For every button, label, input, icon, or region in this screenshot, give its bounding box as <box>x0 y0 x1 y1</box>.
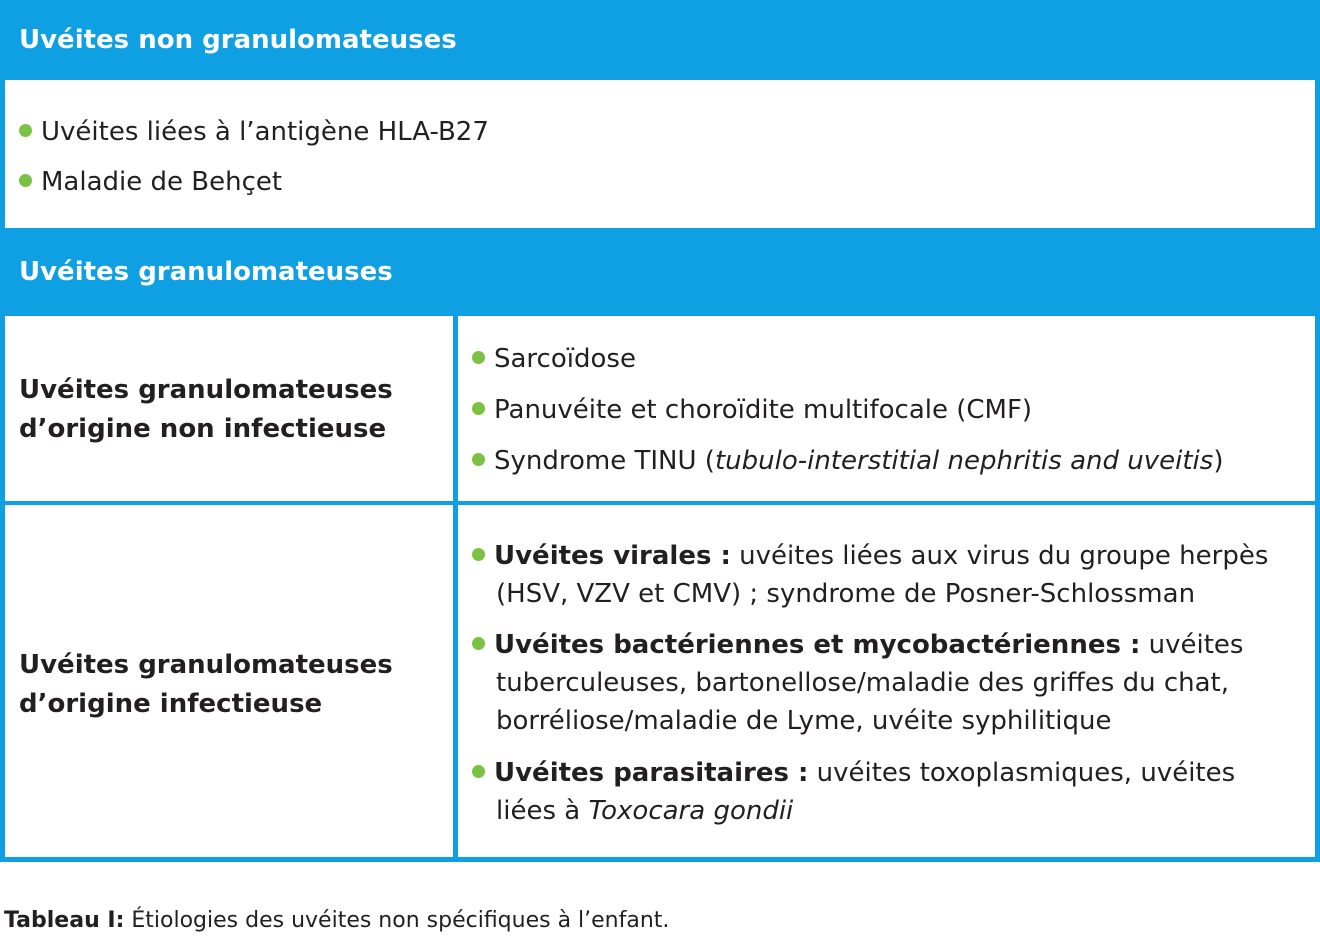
list-item: Sarcoïdose <box>472 340 636 378</box>
row-label: Uvéites granulomateuses d’origine non infectieuse <box>19 375 393 444</box>
row-infectious-label-cell <box>5 505 453 857</box>
list-item: Uvéites virales : uvéites liées aux virus du groupe herpès (HSV, VZV et CMV) ; syndrome de Posner-Schlossman <box>472 537 1268 613</box>
section-body-non-granulomatous <box>5 80 1315 228</box>
list-item: Uvéites bactériennes et mycobactériennes : uvéites tuberculeuses, bartonellose/maladie des griffes du chat, borréliose/maladie de Lyme, uvéite syphilitique <box>472 626 1243 740</box>
row-noninfectious-content-cell <box>458 316 1315 501</box>
table-caption: Tableau I: Étiologies des uvéites non spécifiques à l’enfant. <box>4 908 670 933</box>
list-item: Maladie de Behçet <box>19 163 282 201</box>
list-item: Uvéites liées à l’antigène HLA-B27 <box>19 113 489 151</box>
bullet-icon <box>19 174 32 187</box>
bullet-icon <box>472 765 485 778</box>
list-item: Syndrome TINU (tubulo-interstitial nephritis and uveitis) <box>472 442 1223 480</box>
row-infectious-content-cell <box>458 505 1315 857</box>
list-item: Uvéites parasitaires : uvéites toxoplasmiques, uvéites liées à Toxocara gondii <box>472 754 1235 830</box>
row-label: Uvéites granulomateuses d’origine infectieuse <box>19 650 393 719</box>
row-noninfectious-label-cell <box>5 316 453 501</box>
bullet-icon <box>19 124 32 137</box>
list-item: Panuvéite et choroïdite multifocale (CMF) <box>472 391 1032 429</box>
section-header-non-granulomatous: Uvéites non granulomateuses <box>0 0 1320 80</box>
bullet-icon <box>472 453 485 466</box>
section-header-granulomatous: Uvéites granulomateuses <box>0 228 1320 316</box>
bullet-icon <box>472 548 485 561</box>
bullet-icon <box>472 402 485 415</box>
bullet-icon <box>472 637 485 650</box>
bullet-icon <box>472 351 485 364</box>
